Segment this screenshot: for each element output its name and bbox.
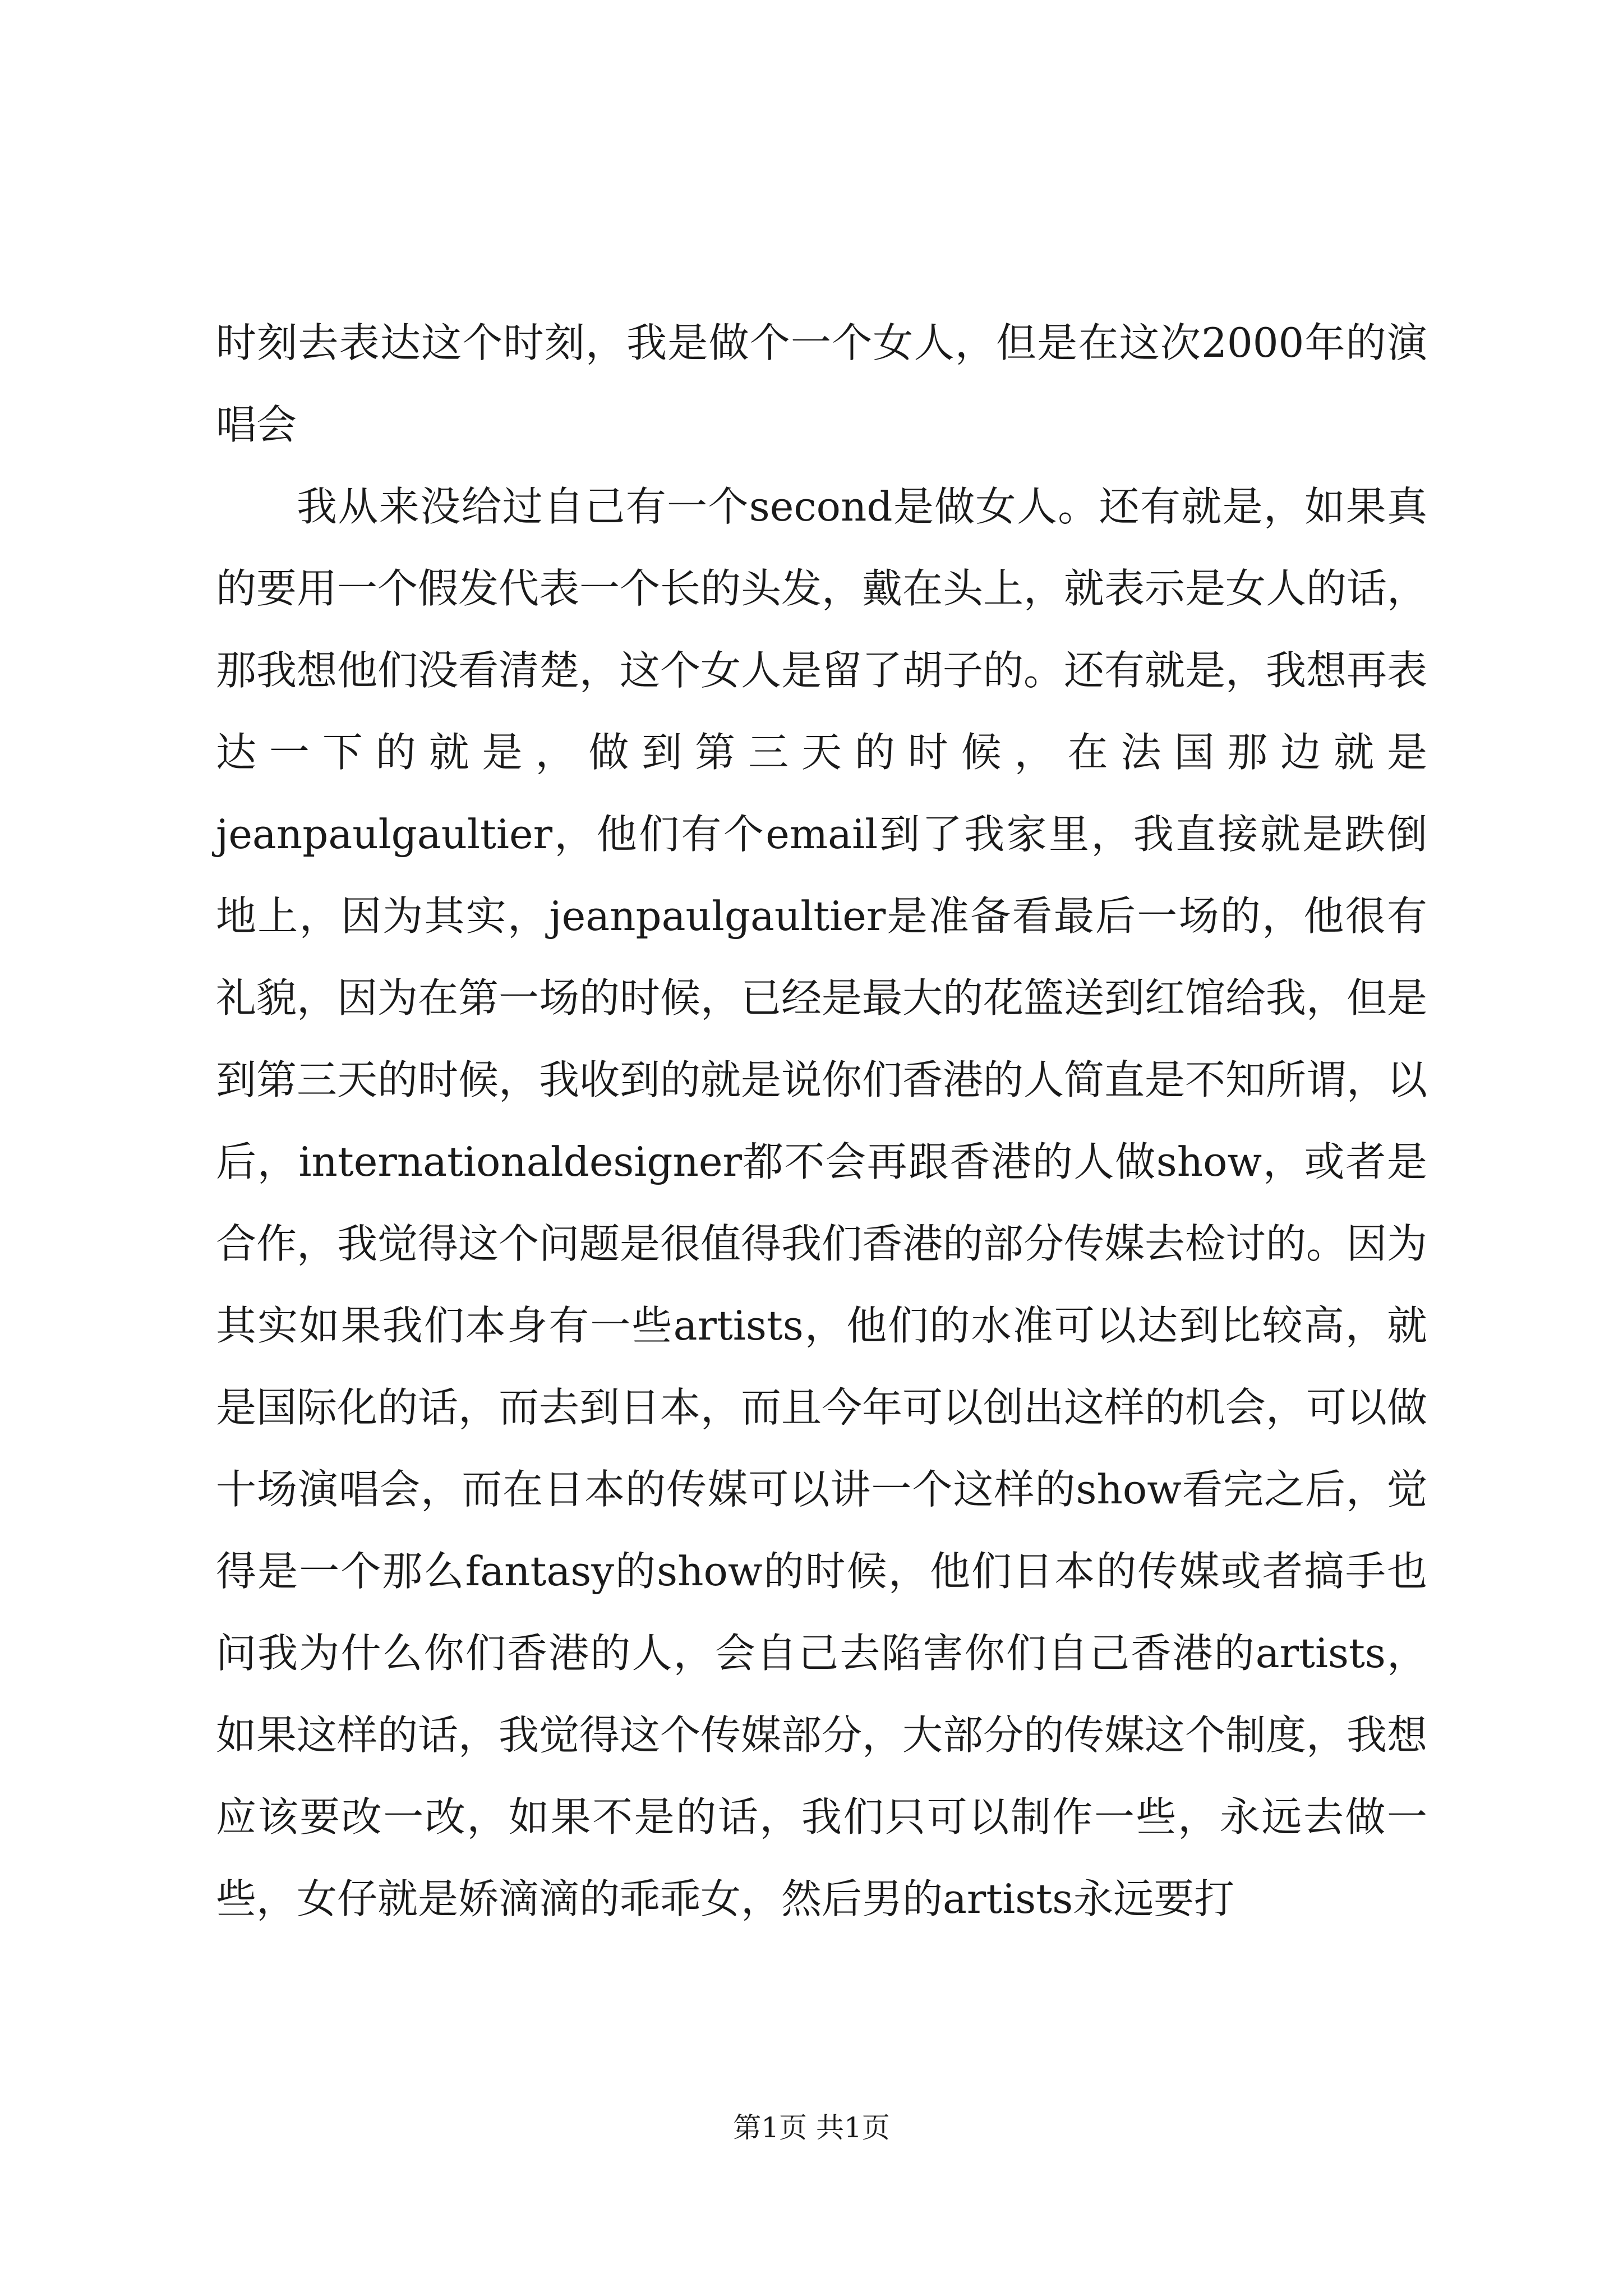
document-body (216, 302, 1427, 1940)
paragraph-2: 我从来没给过自己有一个second是做女人。还有就是，如果真的要用一个假发代表一个长的头发，戴在头上，就表示是女人的话，那我想他们没看清楚，这个女人是留了胡子的。还有就是，我想再表达一下的就是，做到第三天的时候，在法国那边就是jeanpaulgaultier，他们有个email到了我家里，我直接就是跌倒地上，因为其实，jeanpaulgaultier是准备看最后一场的，他很有礼貌，因为在第一场的时候，已经是最大的花篮送到红馆给我，但是到第三天的时候，我收到的就是说你们香港的人简直是不知所谓，以后，internationaldesigner都不会再跟香港的人做show，或者是合作，我觉得这个问题是很值得我们香港的部分传媒去检讨的。因为其实如果我们本身有一些artists，他们的水准可以达到比较高，就是国际化的话，而去到日本，而且今年可以创出这样的机会，可以做十场演唱会，而在日本的传媒可以讲一个这样的show看完之后，觉得是一个那么fantasy的show的时候，他们日本的传媒或者搞手也问我为什么你们香港的人，会自己去陷害你们自己香港的artists，如果这样的话，我觉得这个传媒部分，大部分的传媒这个制度，我想应该要改一改，如果不是的话，我们只可以制作一些，永远去做一些，女仔就是娇滴滴的乖乖女，然后男的artists永远要打 (216, 483, 1428, 1922)
paragraph-1: 时刻去表达这个时刻，我是做个一个女人，但是在这次2000年的演唱会 (216, 319, 1427, 448)
page-footer: 第1页 共1页 (733, 2111, 890, 2144)
